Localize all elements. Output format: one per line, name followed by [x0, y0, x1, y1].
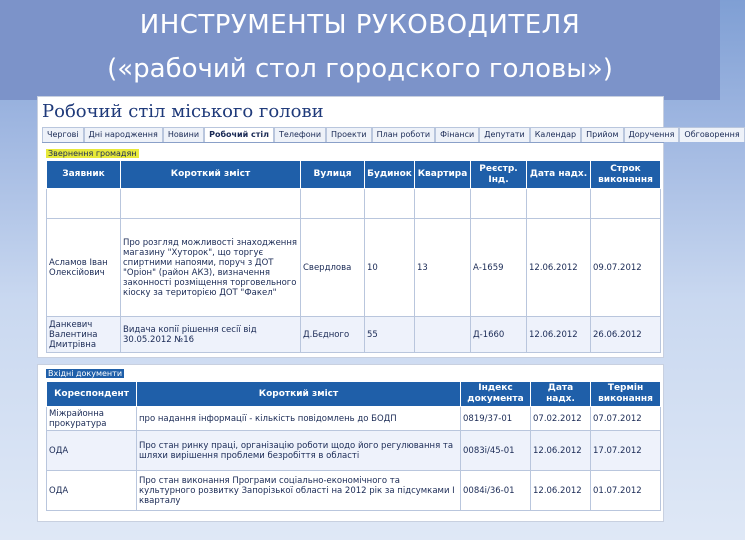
- summary-cell[interactable]: Про стан виконання Програми соціально-економічного та культурного розвитку Запорізької області на 2012 рік за підсумками І кварталу: [137, 471, 461, 511]
- table-row[interactable]: [47, 431, 661, 471]
- apartment-cell: 13: [415, 219, 471, 317]
- summary-cell[interactable]: Про розгляд можливості знаходження магазину "Хуторок", що торгує спиртними напоями, поруч з ДОТ "Оріон" (район АКЗ), визначення законності розміщення торговельного кіоску за територією ДОТ "Факел": [121, 219, 301, 317]
- col-correspondent[interactable]: Кореспондент: [47, 382, 137, 407]
- appeals-section-label: Звернення громадян: [48, 149, 137, 158]
- tab-item[interactable]: Робочий стіл: [204, 127, 274, 142]
- col-summary[interactable]: Короткий зміст: [121, 161, 301, 189]
- date-in-cell: 12.06.2012: [531, 431, 591, 471]
- house-cell: 10: [365, 219, 415, 317]
- date-in-cell: 12.06.2012: [531, 471, 591, 511]
- summary-cell[interactable]: про надання інформації - кількість повідомлень до БОДП: [137, 407, 461, 431]
- correspondent-cell[interactable]: ОДА: [47, 431, 137, 471]
- doc-index-cell: 0084і/36-01: [461, 471, 531, 511]
- reg-cell: А-1659: [471, 219, 527, 317]
- street-cell: Д.Бєдного: [301, 317, 365, 353]
- table-row-empty: [47, 189, 661, 219]
- applicant-cell[interactable]: Данкевич Валентина Дмитрівна: [47, 317, 121, 353]
- incoming-table: [46, 381, 661, 511]
- street-cell: Свердлова: [301, 219, 365, 317]
- table-row[interactable]: [47, 317, 661, 353]
- slide-title: [0, 0, 720, 100]
- tab-item[interactable]: Фінанси: [435, 127, 479, 142]
- table-row[interactable]: [47, 407, 661, 431]
- due-cell: 17.07.2012: [591, 431, 661, 471]
- due-cell: 07.07.2012: [591, 407, 661, 431]
- date-in-cell: 12.06.2012: [527, 219, 591, 317]
- col-date-in[interactable]: Дата надх.: [527, 161, 591, 189]
- date-in-cell: 07.02.2012: [531, 407, 591, 431]
- tab-item[interactable]: План роботи: [372, 127, 435, 142]
- date-in-cell: 12.06.2012: [527, 317, 591, 353]
- table-row[interactable]: [47, 219, 661, 317]
- col-house[interactable]: Будинок: [365, 161, 415, 189]
- applicant-cell[interactable]: Асламов Іван Олексійович: [47, 219, 121, 317]
- table-row[interactable]: [47, 471, 661, 511]
- col-reg-index[interactable]: Реєстр. Інд.: [471, 161, 527, 189]
- due-cell: 09.07.2012: [591, 219, 661, 317]
- tab-item[interactable]: Доручення: [624, 127, 680, 142]
- col-due[interactable]: Термін виконання: [591, 382, 661, 407]
- tab-item[interactable]: Депутати: [479, 127, 530, 142]
- tab-item[interactable]: Новини: [163, 127, 204, 142]
- slide-title-line1: ИНСТРУМЕНТЫ РУКОВОДИТЕЛЯ: [139, 10, 581, 40]
- tab-item[interactable]: Прийом: [581, 127, 623, 142]
- col-summary[interactable]: Короткий зміст: [137, 382, 461, 407]
- app-heading: Робочий стіл міського голови: [42, 101, 324, 122]
- incoming-screenshot: [37, 364, 664, 522]
- tab-bar: [42, 127, 740, 143]
- col-doc-index[interactable]: Індекс документа: [461, 382, 531, 407]
- correspondent-cell[interactable]: ОДА: [47, 471, 137, 511]
- due-cell: 26.06.2012: [591, 317, 661, 353]
- appeals-screenshot: [37, 96, 740, 358]
- summary-cell[interactable]: Про стан ринку праці, організацію роботи щодо його регулювання та шляхи вирішення проблеми безробіття в області: [137, 431, 461, 471]
- tab-item[interactable]: Календар: [530, 127, 581, 142]
- due-cell: 01.07.2012: [591, 471, 661, 511]
- doc-index-cell: 0819/37-01: [461, 407, 531, 431]
- tab-item[interactable]: Обговорення: [679, 127, 744, 142]
- col-date-in[interactable]: Дата надх.: [531, 382, 591, 407]
- doc-index-cell: 0083і/45-01: [461, 431, 531, 471]
- slide-title-line2: («рабочий стол городского головы»): [107, 54, 613, 84]
- tab-item[interactable]: Дні народження: [84, 127, 163, 142]
- col-apartment[interactable]: Квартира: [415, 161, 471, 189]
- correspondent-cell[interactable]: Міжрайонна прокуратура: [47, 407, 137, 431]
- tab-item[interactable]: Чергові: [42, 127, 84, 142]
- apartment-cell: [415, 317, 471, 353]
- tab-item[interactable]: Проекти: [326, 127, 372, 142]
- appeals-table: [46, 160, 661, 353]
- col-street[interactable]: Вулиця: [301, 161, 365, 189]
- incoming-section-label: Вхідні документи: [48, 369, 123, 378]
- house-cell: 55: [365, 317, 415, 353]
- tab-item[interactable]: Телефони: [274, 127, 326, 142]
- col-applicant[interactable]: Заявник: [47, 161, 121, 189]
- summary-cell[interactable]: Видача копії рішення сесії від 30.05.2012 №16: [121, 317, 301, 353]
- reg-cell: Д-1660: [471, 317, 527, 353]
- col-due[interactable]: Строк виконання: [591, 161, 661, 189]
